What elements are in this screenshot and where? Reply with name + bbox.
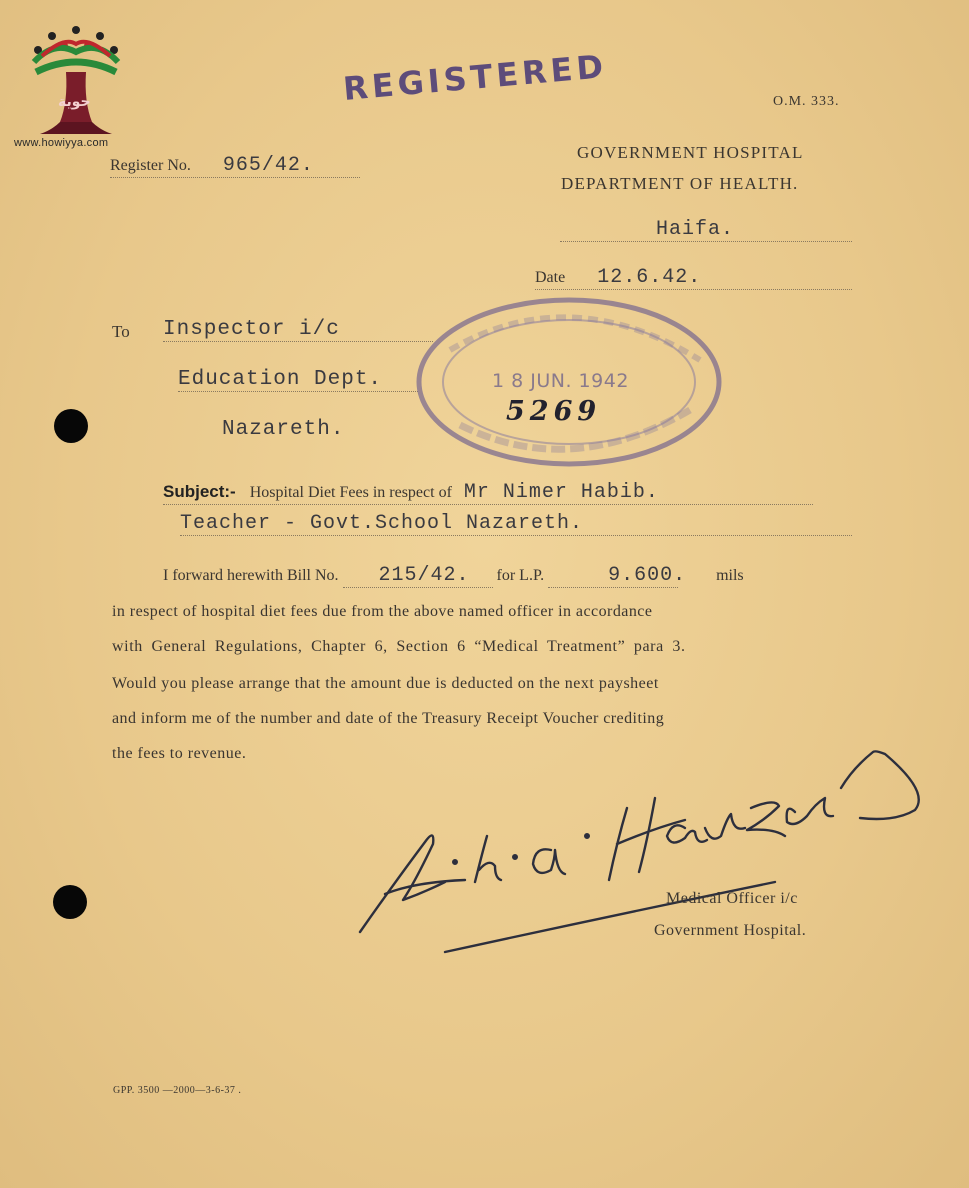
register-label: Register No. [110,157,191,174]
tree-of-people-logo [14,14,138,154]
body-line-2: in respect of hospital diet fees due from the above named officer in accordance [112,603,653,620]
date-value: 12.6.42. [597,266,702,289]
svg-text:حوية: حوية [58,94,91,110]
bill-number: 215/42. [343,564,493,588]
body-line-4: Would you please arrange that the amount due is deducted on the next paysheet [112,675,659,692]
subject-line-1 [163,481,813,505]
date-label: Date [535,269,566,286]
postmark-date: 1 8 JUN. 1942 [492,370,629,392]
to-label: To [112,322,130,341]
body-line-1 [163,564,853,588]
body-line-3: with General Regulations, Chapter 6, Section 6 “Medical Treatment” para 3. [112,638,686,655]
subject-name: Mr Nimer Habib. [463,481,659,504]
footer-print-code: GPP. 3500 —2000—3-6-37 . [113,1085,242,1096]
register-value: 965/42. [222,154,314,177]
punch-hole-top [54,409,88,443]
place-name: Haifa. [560,218,852,242]
form-code: O.M. 333. [773,94,840,109]
date-row [535,266,852,290]
body-line-5: and inform me of the number and date of the Treasury Receipt Voucher crediting [112,710,665,727]
mils-text: mils [716,567,744,584]
register-number-row [110,154,360,178]
header-line-2: DEPARTMENT OF HEALTH. [561,174,799,193]
handwritten-signature [355,732,945,957]
forward-text: I forward herewith Bill No. [163,567,339,584]
logo-url: www.howiyya.com [14,137,109,149]
signatory-line-2: Government Hospital. [654,922,807,939]
amount: 9.600. [548,564,678,588]
to-line-3: Nazareth. [222,418,345,441]
for-text: for L.P. [496,567,545,584]
subject-label: Subject:- [163,482,236,501]
to-line-2: Education Dept. [178,368,418,392]
punch-hole-bottom [53,885,87,919]
registered-stamp: REGISTERED [341,47,609,108]
subject-line-2: Teacher - Govt.School Nazareth. [180,512,852,536]
subject-printed: Hospital Diet Fees in respect of [249,484,452,501]
body-line-6: the fees to revenue. [112,745,247,762]
postmark-number: 5269 [506,396,602,427]
to-line-1: Inspector i/c [163,318,433,342]
header-line-1: GOVERNMENT HOSPITAL [577,143,804,162]
signatory-line-1: Medical Officer i/c [666,890,798,907]
